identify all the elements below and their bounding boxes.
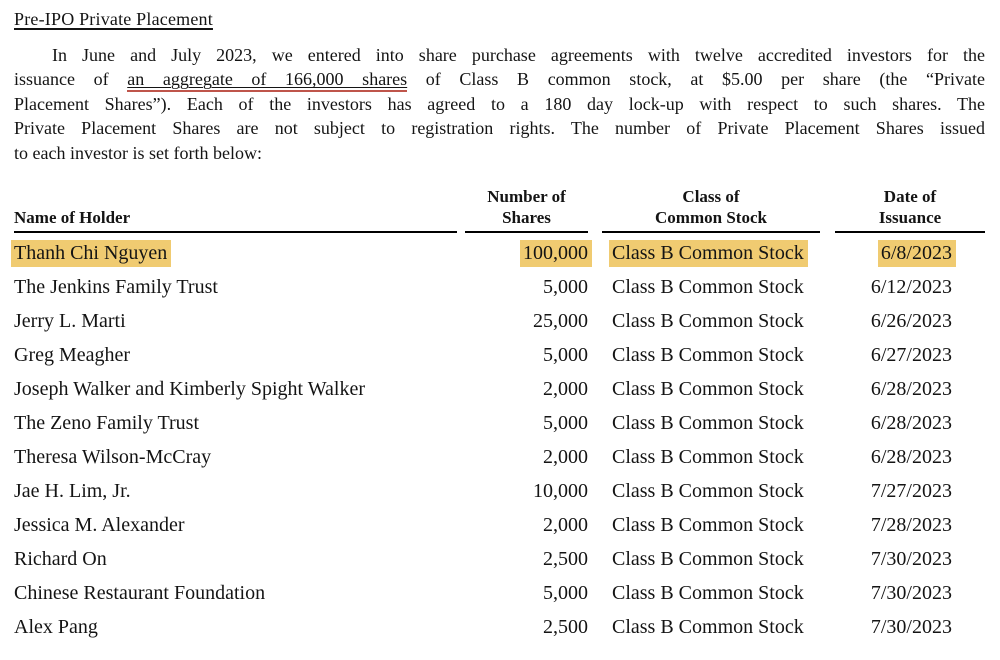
column-gap	[820, 440, 835, 474]
paragraph-line	[14, 92, 985, 116]
paragraph-line	[14, 67, 985, 91]
shares-cell: 2,000	[543, 513, 588, 536]
column-gap	[820, 186, 835, 232]
column-gap	[820, 304, 835, 338]
column-gap	[820, 232, 835, 270]
column-gap	[588, 406, 602, 440]
issuance-date-cell: 6/12/2023	[870, 275, 952, 298]
column-gap	[820, 542, 835, 576]
column-gap	[457, 186, 465, 232]
shares-cell: 2,000	[543, 377, 588, 400]
issuance-date-cell: 7/30/2023	[870, 581, 952, 604]
holder-name-cell: Chinese Restaurant Foundation	[14, 581, 266, 604]
column-gap	[820, 474, 835, 508]
col-header-class-of-common-stock	[602, 186, 820, 232]
column-gap	[588, 270, 602, 304]
column-gap	[457, 542, 465, 576]
table-body	[14, 232, 985, 644]
table-row	[14, 338, 985, 372]
col-header-label: Class of	[682, 187, 740, 207]
stock-class-cell: Class B Common Stock	[612, 377, 804, 400]
holder-name-cell: Richard On	[14, 547, 107, 570]
column-gap	[457, 508, 465, 542]
col-header-number-of-shares	[465, 186, 588, 232]
paragraph-text: issuance of	[14, 69, 128, 90]
col-header-name-of-holder	[14, 186, 457, 232]
column-gap	[457, 338, 465, 372]
issuance-date-cell: 6/28/2023	[870, 445, 952, 468]
column-gap	[457, 304, 465, 338]
issuance-date-cell: 7/27/2023	[870, 479, 952, 502]
issuance-date-cell: 6/28/2023	[870, 377, 952, 400]
col-header-label: Number of	[487, 187, 566, 207]
table-row	[14, 508, 985, 542]
col-header-date-of-issuance	[835, 186, 985, 232]
issuance-date-cell: 6/27/2023	[870, 343, 952, 366]
shares-cell: 2,500	[543, 547, 588, 570]
issuance-date-cell: 7/28/2023	[870, 513, 952, 536]
holder-name-cell: Thanh Chi Nguyen	[14, 232, 457, 270]
shares-cell: 5,000	[543, 581, 588, 604]
column-gap	[457, 440, 465, 474]
col-header-label: Issuance	[878, 208, 942, 228]
column-gap	[457, 576, 465, 610]
paragraph-text: of Class B common stock, at $5.00 per share (the “Private	[407, 69, 985, 90]
column-gap	[588, 186, 602, 232]
shares-cell: 2,500	[543, 615, 588, 638]
stock-class-cell: Class B Common Stock	[612, 411, 804, 434]
shares-cell: 25,000	[533, 309, 588, 332]
issuance-date-cell: 6/28/2023	[870, 411, 952, 434]
table-row	[14, 474, 985, 508]
table-row	[14, 440, 985, 474]
col-header-label: Date of	[883, 187, 937, 207]
shares-cell: 2,000	[543, 445, 588, 468]
column-gap	[588, 440, 602, 474]
shares-cell: 10,000	[533, 479, 588, 502]
table-row	[14, 372, 985, 406]
stock-class-cell: Class B Common Stock	[602, 232, 820, 270]
holder-name-cell: Greg Meagher	[14, 343, 131, 366]
table-header	[14, 186, 985, 232]
paragraph-text: In June and July 2023, we entered into share purchase agreements with twelve accredited investors for the	[52, 45, 985, 65]
column-gap	[588, 542, 602, 576]
column-gap	[820, 508, 835, 542]
column-gap	[820, 406, 835, 440]
stock-class-cell: Class B Common Stock	[612, 343, 804, 366]
shares-cell: 5,000	[543, 343, 588, 366]
holders-table	[14, 186, 985, 644]
column-gap	[588, 576, 602, 610]
issuance-date-cell: 6/8/2023	[835, 232, 985, 270]
column-gap	[457, 406, 465, 440]
stock-class-cell: Class B Common Stock	[612, 309, 804, 332]
holder-name-cell: Jae H. Lim, Jr.	[14, 479, 131, 502]
paragraph-text: Private Placement Shares are not subject to registration rights. The number of Private Placement Shares issued	[14, 118, 985, 139]
stock-class-cell: Class B Common Stock	[612, 615, 804, 638]
stock-class-cell: Class B Common Stock	[612, 547, 804, 570]
column-gap	[820, 372, 835, 406]
paragraph-line	[14, 116, 985, 140]
column-gap	[588, 474, 602, 508]
holder-name-cell: Joseph Walker and Kimberly Spight Walker	[14, 377, 365, 400]
paragraph-text: Placement Shares”). Each of the investors has agreed to a 180 day lock-up with respect to such shares. The	[14, 93, 985, 114]
paragraph-line	[14, 141, 985, 165]
col-header-label: Name of Holder	[14, 208, 131, 228]
table-row	[14, 542, 985, 576]
column-gap	[457, 232, 465, 270]
issuance-date-cell: 7/30/2023	[870, 547, 952, 570]
column-gap	[457, 610, 465, 644]
header-row	[14, 186, 985, 232]
holder-name-cell: Jerry L. Marti	[14, 309, 126, 332]
column-gap	[588, 610, 602, 644]
stock-class-cell: Class B Common Stock	[612, 581, 804, 604]
table-row	[14, 576, 985, 610]
column-gap	[457, 270, 465, 304]
col-header-label: Common Stock	[655, 208, 767, 228]
column-gap	[457, 474, 465, 508]
shares-cell: 5,000	[543, 275, 588, 298]
column-gap	[588, 508, 602, 542]
table-row	[14, 232, 985, 270]
column-gap	[820, 576, 835, 610]
issuance-date-cell: 6/26/2023	[870, 309, 952, 332]
column-gap	[457, 372, 465, 406]
paragraph-text: to each investor is set forth below:	[14, 142, 262, 163]
annotated-phrase: an aggregate of 166,000 shares	[127, 69, 407, 92]
table-row	[14, 270, 985, 304]
stock-class-cell: Class B Common Stock	[612, 513, 804, 536]
table-row	[14, 610, 985, 644]
table-row	[14, 304, 985, 338]
stock-class-cell: Class B Common Stock	[612, 445, 804, 468]
shares-cell: 5,000	[543, 411, 588, 434]
column-gap	[588, 372, 602, 406]
holder-name-cell: The Zeno Family Trust	[14, 411, 200, 434]
holder-name-cell: The Jenkins Family Trust	[14, 275, 218, 298]
holder-name-cell: Theresa Wilson-McCray	[14, 445, 212, 468]
column-gap	[820, 338, 835, 372]
column-gap	[820, 270, 835, 304]
stock-class-cell: Class B Common Stock	[612, 479, 804, 502]
column-gap	[588, 304, 602, 338]
issuance-date-cell: 7/30/2023	[870, 615, 952, 638]
intro-paragraph	[14, 43, 985, 165]
column-gap	[588, 338, 602, 372]
holder-name-cell: Alex Pang	[14, 615, 98, 638]
col-header-label: Shares	[502, 208, 551, 228]
section-title: Pre-IPO Private Placement	[14, 9, 213, 29]
table-row	[14, 406, 985, 440]
holder-name-cell: Jessica M. Alexander	[14, 513, 185, 536]
paragraph-line	[14, 43, 985, 67]
stock-class-cell: Class B Common Stock	[612, 275, 804, 298]
column-gap	[820, 610, 835, 644]
shares-cell: 100,000	[465, 232, 588, 270]
